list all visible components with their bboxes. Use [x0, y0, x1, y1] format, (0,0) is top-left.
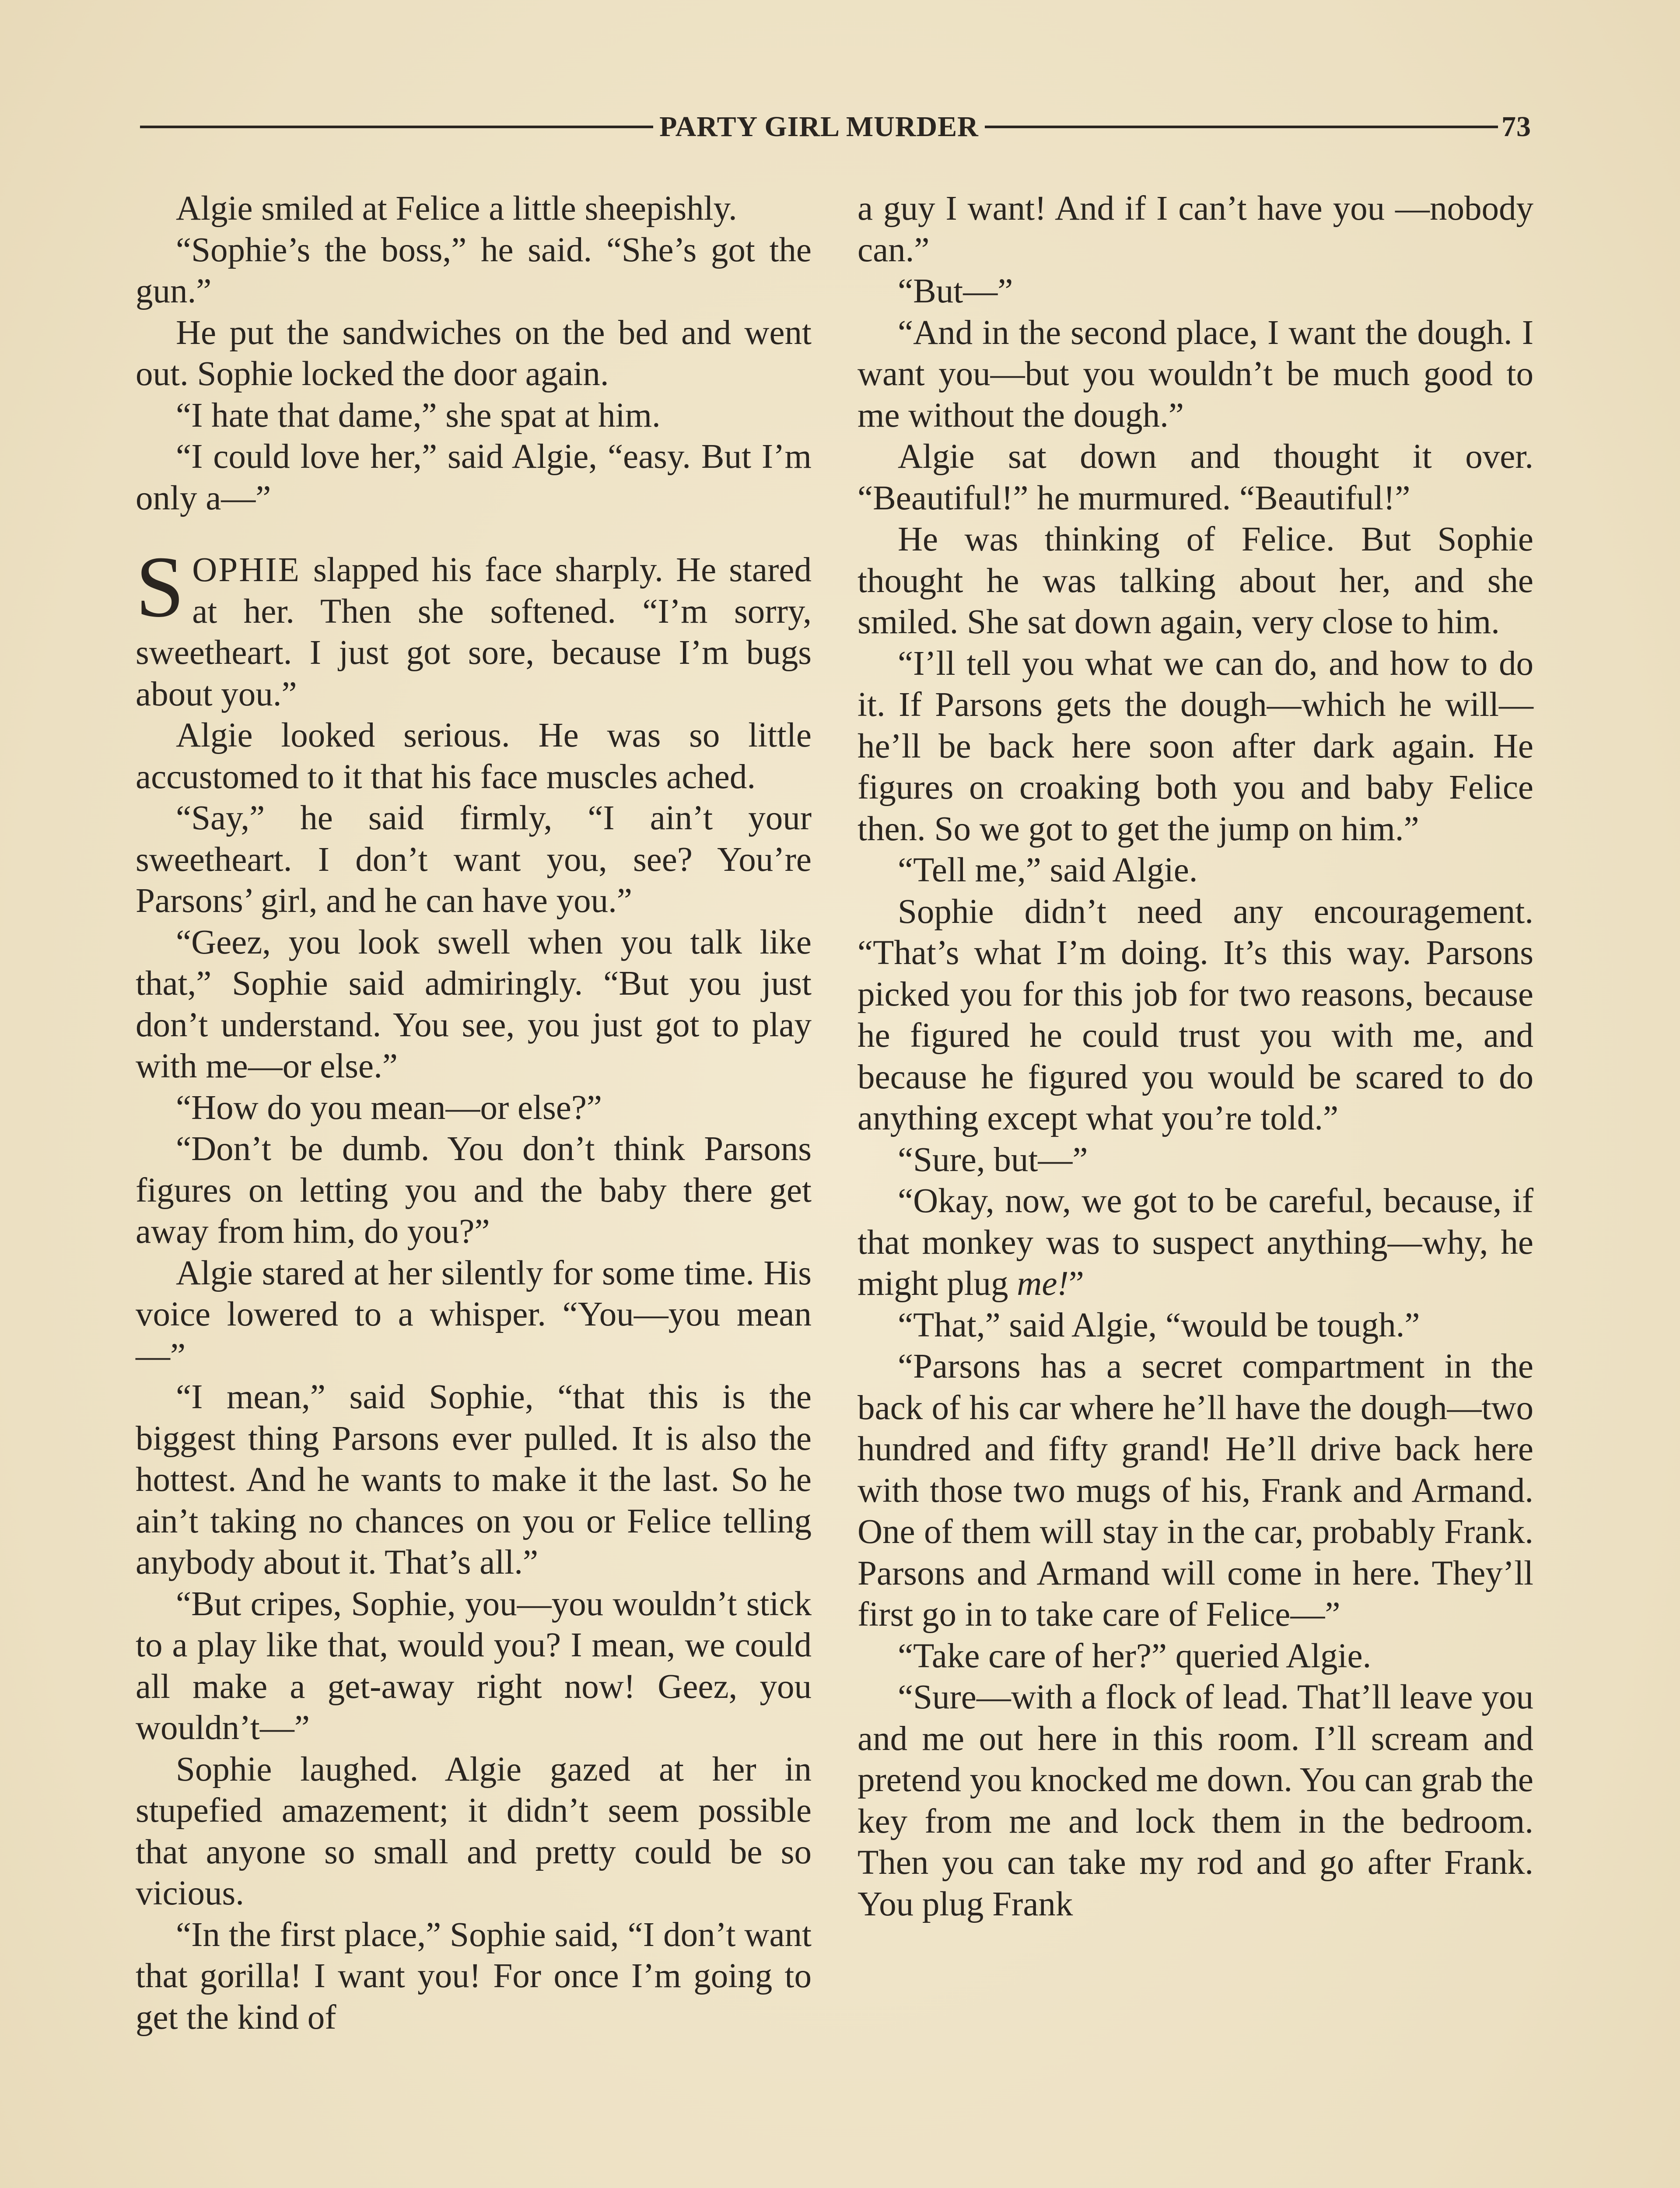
paragraph-text: ”: [1068, 1265, 1084, 1303]
paragraph: He was thinking of Felice. But Sophie thought he was talking about her, and she smiled. She sat down again, very close to him.: [858, 520, 1533, 641]
section-opening-paragraph: [136, 539, 812, 715]
paragraph: “Say,” he said firmly, “I ain’t your sweetheart. I don’t want you, see? You’re Parsons’ girl, and he can have you.”: [136, 799, 812, 920]
header-rule-right: [985, 126, 1498, 128]
paragraph: “But—”: [898, 272, 1013, 310]
paragraph: He put the sandwiches on the bed and went out. Sophie locked the door again.: [136, 313, 812, 393]
drop-cap: S: [136, 539, 185, 635]
paragraph: a guy I want! And if I can’t have you —nobody can.”: [858, 189, 1533, 269]
paragraph: “How do you mean—or else?”: [176, 1088, 602, 1127]
page-number: 73: [1502, 111, 1532, 143]
paragraph: “Sure, but—”: [898, 1140, 1088, 1179]
paragraph: “I’ll tell you what we can do, and how to do it. If Parsons gets the dough—which he will—he’ll be back here soon after dark again. He figures on croaking both you and baby Felice then. So we got to get the jump on him.”: [858, 644, 1533, 848]
paragraph: “Sophie’s the boss,” he said. “She’s got the gun.”: [136, 231, 812, 310]
paragraph: “Take care of her?” queried Algie.: [898, 1637, 1372, 1675]
paragraph: Algie sat down and thought it over. “Beautiful!” he murmured. “Beautiful!”: [858, 438, 1533, 517]
left-column: [136, 188, 812, 2038]
header-rule-left: [140, 126, 653, 128]
paragraph-text: slapped his face sharply. He stared at her. Then she softened. “I’m sorry, sweetheart. I just got sore, because I’m bugs about you.”: [136, 551, 812, 713]
paragraph: Sophie didn’t need any encouragement. “That’s what I’m doing. It’s this way. Parsons picked you for this job for two reasons, because he figured he could trust you with me, and because he figured you would be scared to do anything except what you’re told.”: [858, 892, 1533, 1137]
emphasis-text: me!: [1017, 1265, 1069, 1303]
paragraph: “Sure—with a flock of lead. That’ll leave you and me out here in this room. I’ll scream and pretend you knocked me down. You can grab the key from me and lock them in the bedroom. Then you can take my rod and go after Frank. You plug Frank: [858, 1678, 1533, 1923]
paragraph: “I mean,” said Sophie, “that this is the biggest thing Parsons ever pulled. It is also the hottest. And he wants to make it the last. So he ain’t taking no chances on you or Felice telling anybody about it. That’s all.”: [136, 1378, 812, 1581]
paragraph: Sophie laughed. Algie gazed at her in stupefied amazement; it didn’t seem possible that anyone so small and pretty could be so vicious.: [136, 1750, 812, 1912]
paragraph: Algie stared at her silently for some time. His voice lowered to a whisper. “You—you mean—”: [136, 1254, 812, 1375]
paragraph: “I could love her,” said Algie, “easy. But I’m only a—”: [136, 438, 812, 517]
paragraph: “Geez, you look swell when you talk like that,” Sophie said admiringly. “But you just don’t understand. You see, you just got to play with me—or else.”: [136, 923, 812, 1085]
running-header: [140, 105, 1531, 149]
small-caps-lead: OPHIE: [192, 551, 301, 589]
paragraph: “In the first place,” Sophie said, “I don’t want that gorilla! I want you! For once I’m going to get the kind of: [136, 1915, 812, 2037]
paragraph-text: “Okay, now, we got to be careful, because, if that monkey was to suspect anything—why, he might plug: [858, 1182, 1533, 1303]
paragraph: “Tell me,” said Algie.: [898, 851, 1198, 889]
paragraph: “Don’t be dumb. You don’t think Parsons figures on letting you and the baby there get away from him, do you?”: [136, 1130, 812, 1251]
right-column: [858, 188, 1533, 1925]
paragraph: “That,” said Algie, “would be tough.”: [898, 1306, 1420, 1344]
paragraph: “And in the second place, I want the dough. I want you—but you wouldn’t be much good to me without the dough.”: [858, 313, 1533, 435]
header-title: PARTY GIRL MURDER: [659, 111, 979, 143]
paragraph: “Parsons has a secret compartment in the back of his car where he’ll have the dough—two hundred and fifty grand! He’ll drive back here with those two mugs of his, Frank and Armand. One of them will stay in the car, probably Frank. Parsons and Armand will come in here. They’ll first go in to take care of Felice—”: [858, 1347, 1533, 1634]
paragraph: [858, 1181, 1533, 1305]
paragraph: Algie looked serious. He was so little accustomed to it that his face muscles ached.: [136, 716, 812, 796]
paragraph: “But cripes, Sophie, you—you wouldn’t stick to a play like that, would you? I mean, we could all make a get-away right now! Geez, you wouldn’t—”: [136, 1585, 812, 1747]
paragraph: “I hate that dame,” she spat at him.: [176, 396, 661, 435]
paragraph: Algie smiled at Felice a little sheepishly.: [176, 189, 737, 228]
